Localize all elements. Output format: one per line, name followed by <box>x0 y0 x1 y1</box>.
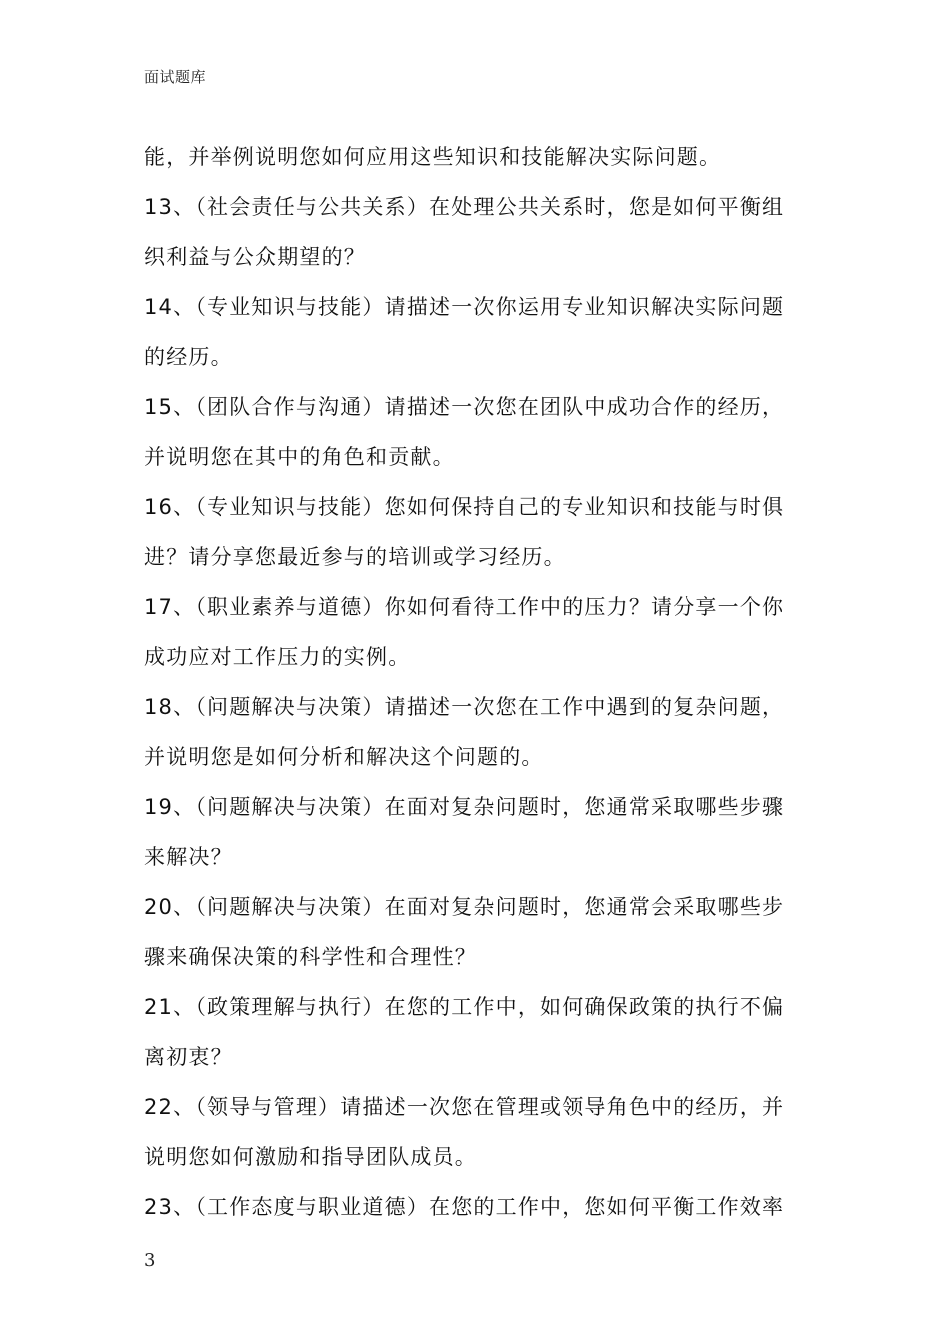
text-line: 成功应对工作压力的实例。 <box>144 645 411 669</box>
text-line: 13、（社会责任与公共关系）在处理公共关系时，您是如何平衡组 <box>144 195 785 219</box>
text-line: 骤来确保决策的科学性和合理性？ <box>144 945 477 969</box>
text-line: 能，并举例说明您如何应用这些知识和技能解决实际问题。 <box>144 145 722 169</box>
text-line: 16、（专业知识与技能）您如何保持自己的专业知识和技能与时俱 <box>144 495 785 519</box>
question-list <box>144 132 816 1232</box>
page-number: 3 <box>144 1250 156 1271</box>
text-line: 的经历。 <box>144 345 233 369</box>
text-line: 离初衷？ <box>144 1045 233 1069</box>
text-line: 23、（工作态度与职业道德）在您的工作中，您如何平衡工作效率 <box>144 1195 785 1219</box>
text-line: 织利益与公众期望的？ <box>144 245 366 269</box>
text-line: 21、（政策理解与执行）在您的工作中，如何确保政策的执行不偏 <box>144 995 785 1019</box>
text-line: 来解决？ <box>144 845 233 869</box>
text-line: 18、（问题解决与决策）请描述一次您在工作中遇到的复杂问题， <box>144 695 785 719</box>
text-line: 说明您如何激励和指导团队成员。 <box>144 1145 477 1169</box>
text-line: 17、（职业素养与道德）你如何看待工作中的压力？请分享一个你 <box>144 595 785 619</box>
text-line: 19、（问题解决与决策）在面对复杂问题时，您通常采取哪些步骤 <box>144 795 785 819</box>
text-line: 14、（专业知识与技能）请描述一次你运用专业知识解决实际问题 <box>144 295 785 319</box>
page-header: 面试题库 <box>144 68 207 86</box>
text-line: 并说明您是如何分析和解决这个问题的。 <box>144 745 544 769</box>
text-line: 22、（领导与管理）请描述一次您在管理或领导角色中的经历，并 <box>144 1095 785 1119</box>
text-line: 15、（团队合作与沟通）请描述一次您在团队中成功合作的经历， <box>144 395 785 419</box>
text-line: 并说明您在其中的角色和贡献。 <box>144 445 455 469</box>
text-line: 进？请分享您最近参与的培训或学习经历。 <box>144 545 566 569</box>
text-line: 20、（问题解决与决策）在面对复杂问题时，您通常会采取哪些步 <box>144 895 785 919</box>
